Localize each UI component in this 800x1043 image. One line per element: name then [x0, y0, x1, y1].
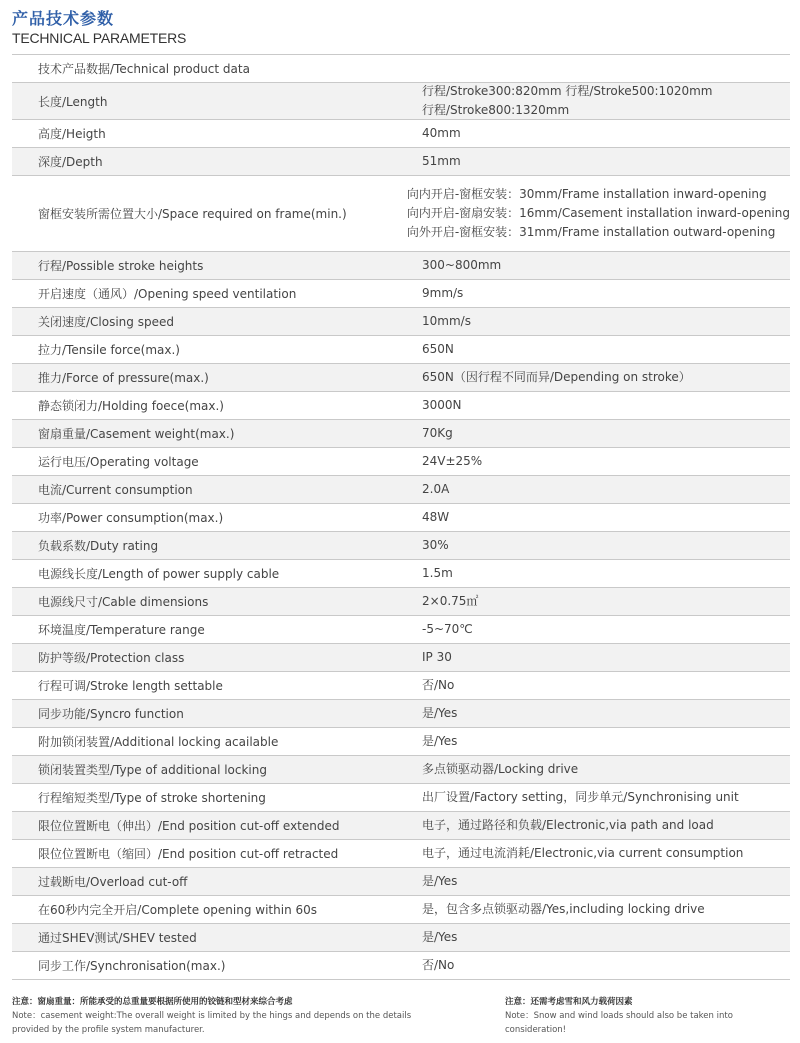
- parameter-value: [422, 368, 790, 387]
- parameter-value: [422, 340, 790, 359]
- parameter-label: 运行电压/Operating voltage: [38, 455, 199, 469]
- table-row: [12, 392, 790, 420]
- parameter-value: [422, 152, 790, 171]
- parameter-label: 电源线尺寸/Cable dimensions: [38, 595, 209, 609]
- parameter-value: [422, 732, 790, 751]
- parameter-value: [422, 564, 790, 583]
- parameter-label: 防护等级/Protection class: [38, 651, 185, 665]
- table-row: [12, 504, 790, 532]
- parameter-value-line: 650N: [422, 342, 454, 356]
- parameter-value-line: 650N（因行程不同而异/Depending on stroke）: [422, 370, 691, 384]
- table-row: [12, 532, 790, 560]
- parameter-value: [422, 788, 790, 807]
- note-casement-weight: [12, 995, 412, 1037]
- parameter-value: [422, 124, 790, 143]
- parameter-value: [422, 508, 790, 527]
- parameter-value: [422, 592, 790, 611]
- parameter-label: 同步功能/Syncro function: [38, 707, 184, 721]
- table-row: [12, 840, 790, 868]
- parameter-label: 窗框安装所需位置大小/Space required on frame(min.): [38, 207, 347, 221]
- parameter-value-line: 出厂设置/Factory setting，同步单元/Synchronising unit: [422, 790, 739, 804]
- parameter-value: [422, 872, 790, 891]
- parameter-value: [422, 620, 790, 639]
- parameter-value-line: 是/Yes: [422, 734, 458, 748]
- parameter-label: 技术产品数据/Technical product data: [38, 62, 250, 76]
- table-row: [12, 476, 790, 504]
- parameter-label: 深度/Depth: [38, 155, 103, 169]
- table-row: [12, 364, 790, 392]
- table-row: [12, 560, 790, 588]
- page-title-en: TECHNICAL PARAMETERS: [12, 30, 187, 46]
- parameter-value-line: 10mm/s: [422, 314, 471, 328]
- parameter-value-line: 是/Yes: [422, 874, 458, 888]
- parameter-value-line: 多点锁驱动器/Locking drive: [422, 762, 579, 776]
- page-title-cn: 产品技术参数: [12, 9, 115, 28]
- parameter-label: 限位位置断电（伸出）/End position cut-off extended: [38, 819, 340, 833]
- parameter-value-line: 是/Yes: [422, 706, 458, 720]
- parameter-label: 高度/Heigth: [38, 127, 106, 141]
- parameter-value-line: 行程/Stroke800:1320mm: [422, 103, 570, 117]
- table-row: [12, 952, 790, 980]
- parameter-label: 窗扇重量/Casement weight(max.): [38, 427, 235, 441]
- parameter-value-line: 40mm: [422, 126, 461, 140]
- table-row: [12, 756, 790, 784]
- table-row: [12, 644, 790, 672]
- parameter-value: [422, 480, 790, 499]
- parameter-label: 环境温度/Temperature range: [38, 623, 205, 637]
- note-casement-weight-cn: 注意：窗扇重量：所能承受的总重量要根据所使用的铰链和型材来综合考虑: [12, 997, 293, 1007]
- parameter-value-line: 2×0.75㎡: [422, 594, 479, 608]
- table-row: [12, 784, 790, 812]
- parameter-label: 电源线长度/Length of power supply cable: [38, 567, 280, 581]
- parameter-value-line: 1.5m: [422, 566, 453, 580]
- parameter-value-line: 电子，通过路径和负载/Electronic,via path and load: [422, 818, 714, 832]
- parameter-value-line: 向内开启-窗扇安装：16mm/Casement installation inward-opening: [406, 206, 790, 220]
- table-row: [12, 924, 790, 952]
- parameter-value-line: 是/Yes: [422, 930, 458, 944]
- table-row: [12, 336, 790, 364]
- table-row: [12, 700, 790, 728]
- parameter-label: 过载断电/Overload cut-off: [38, 875, 188, 889]
- parameter-value: [422, 676, 790, 695]
- table-row: [12, 616, 790, 644]
- parameter-value: [422, 256, 790, 275]
- parameter-value-line: 30%: [422, 538, 449, 552]
- parameter-value: [422, 928, 790, 947]
- table-row: [12, 672, 790, 700]
- note-snow-wind-cn: 注意：还需考虑雪和风力载荷因素: [505, 997, 633, 1007]
- parameter-value-line: 向外开启-窗框安装：31mm/Frame installation outward-opening: [406, 225, 776, 239]
- parameter-label: 行程缩短类型/Type of stroke shortening: [38, 791, 266, 805]
- note-snow-wind: [505, 995, 795, 1037]
- table-row: [12, 280, 790, 308]
- parameter-value: [422, 396, 790, 415]
- parameter-value-line: 否/No: [422, 678, 455, 692]
- parameter-label: 通过SHEV测试/SHEV tested: [38, 931, 197, 945]
- parameter-label: 附加锁闭装置/Additional locking acailable: [38, 735, 279, 749]
- parameter-label: 推力/Force of pressure(max.): [38, 371, 209, 385]
- table-row: [12, 896, 790, 924]
- parameter-value: [422, 452, 790, 471]
- parameter-value-line: 24V±25%: [422, 454, 483, 468]
- parameter-label: 电流/Current consumption: [38, 483, 193, 497]
- parameter-value: [422, 844, 790, 863]
- parameter-value-line: 3000N: [422, 398, 462, 412]
- parameter-label: 拉力/Tensile force(max.): [38, 343, 180, 357]
- parameter-value: [422, 956, 790, 975]
- parameter-value: [422, 82, 790, 120]
- parameter-value: [422, 900, 790, 919]
- parameter-value-line: 是，包含多点锁驱动器/Yes,including locking drive: [422, 902, 705, 916]
- note-casement-weight-en: Note：casement weight:The overall weight is limited by the hings and depends on the details provided by the profile system manufacturer.: [12, 1011, 412, 1035]
- parameter-label: 长度/Length: [38, 94, 108, 109]
- parameter-value-line: 电子，通过电流消耗/Electronic,via current consumption: [422, 846, 744, 860]
- parameter-value-line: IP 30: [422, 650, 452, 664]
- parameter-label: 负载系数/Duty rating: [38, 539, 159, 553]
- table-row: [12, 448, 790, 476]
- table-row: [12, 308, 790, 336]
- parameter-label: 静态锁闭力/Holding foece(max.): [38, 399, 224, 413]
- parameters-table: [12, 54, 790, 980]
- parameter-label: 行程/Possible stroke heights: [38, 259, 204, 273]
- parameter-value-line: 51mm: [422, 154, 461, 168]
- table-row: [12, 588, 790, 616]
- parameter-label: 同步工作/Synchronisation(max.): [38, 959, 226, 973]
- parameter-value-line: 70Kg: [422, 426, 453, 440]
- parameter-value-line: 行程/Stroke300:820mm 行程/Stroke500:1020mm: [422, 84, 713, 98]
- table-row: [12, 176, 790, 252]
- table-row: [12, 728, 790, 756]
- table-row: [12, 120, 790, 148]
- parameter-value: [422, 816, 790, 835]
- parameter-value-line: 300~800mm: [422, 258, 502, 272]
- parameter-value-line: 9mm/s: [422, 286, 464, 300]
- parameter-value: [407, 185, 790, 242]
- parameter-value: [422, 760, 790, 779]
- parameter-label: 行程可调/Stroke length settable: [38, 679, 223, 693]
- table-row: [12, 55, 790, 83]
- parameter-value: [422, 704, 790, 723]
- table-row: [12, 252, 790, 280]
- table-row: [12, 420, 790, 448]
- parameter-label: 限位位置断电（缩回）/End position cut-off retracted: [38, 847, 339, 861]
- parameter-value-line: 2.0A: [422, 482, 450, 496]
- parameter-value: [422, 536, 790, 555]
- parameter-value: [422, 648, 790, 667]
- parameter-value-line: 否/No: [422, 958, 455, 972]
- parameter-value: [422, 312, 790, 331]
- table-row: [12, 83, 790, 120]
- parameter-label: 功率/Power consumption(max.): [38, 511, 224, 525]
- parameter-label: 在60秒内完全开启/Complete opening within 60s: [38, 903, 318, 917]
- table-row: [12, 868, 790, 896]
- parameter-label: 开启速度（通风）/Opening speed ventilation: [38, 287, 297, 301]
- parameter-label: 关闭速度/Closing speed: [38, 315, 174, 329]
- table-row: [12, 812, 790, 840]
- parameter-value-line: -5~70℃: [422, 622, 473, 636]
- parameter-value-line: 48W: [422, 510, 450, 524]
- parameter-value: [422, 284, 790, 303]
- parameter-label: 锁闭装置类型/Type of additional locking: [38, 763, 267, 777]
- note-snow-wind-en: Note：Snow and wind loads should also be taken into consideration!: [505, 1011, 733, 1035]
- parameter-value-line: 向内开启-窗框安装：30mm/Frame installation inward-opening: [406, 187, 767, 201]
- table-row: [12, 148, 790, 176]
- parameter-value: [422, 424, 790, 443]
